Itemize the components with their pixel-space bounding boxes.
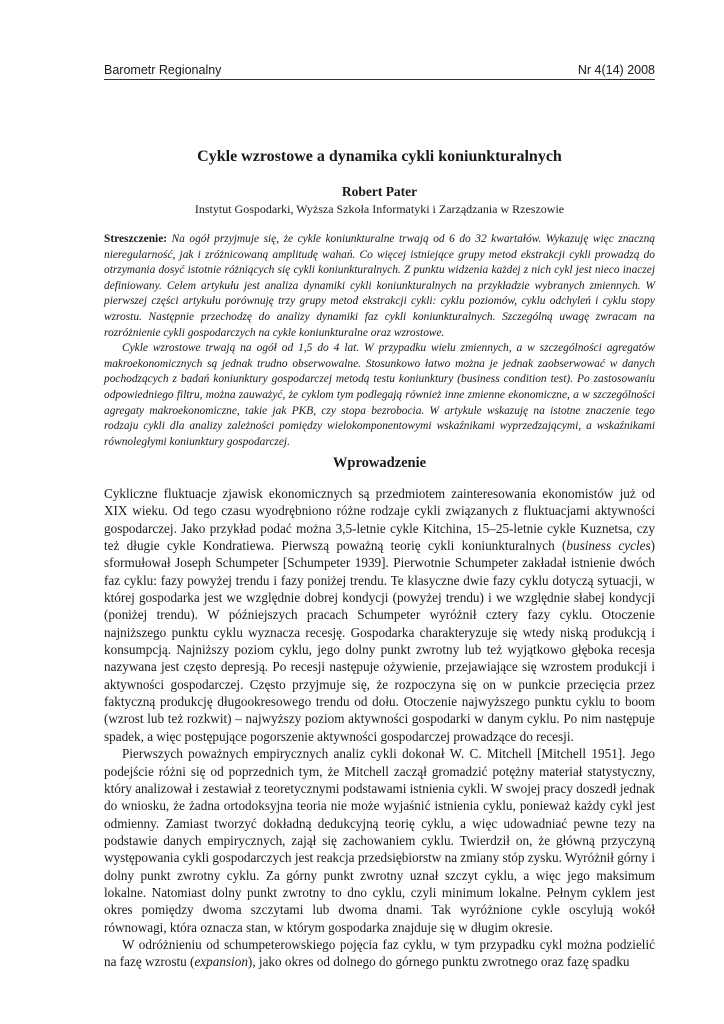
author-name: Robert Pater: [341, 184, 418, 199]
issue-number: Nr 4(14) 2008: [577, 63, 655, 77]
term-expansion: expansion: [194, 954, 248, 970]
abstract-text: Na ogół przyjmuje się, że cykle koniunkturalne trwają od 6 do 32 kwartałów. Wykazuję więc znaczną nieregularność, jak i zróżnicowaną amplitudę wahań. Co więcej istniejące grupy metod ekstrakcji cykli prowadzą do otrzymania dosyć istotnie różniących się cykli koniunkturalnych. Z punktu widzenia każdej z nich cykl jest nieco inaczej definiowany. Celem artykułu jest analiza dynamiki cykli koniunkturalnych na przykładzie wybranych zmiennych. W pierwszej części artykułu porównuję trzy grupy metod ekstrakcji cykli: cyklu poziomów, cyklu odchyleń i cyklu stopy wzrostu. Następnie przechodzę do analizy dynamiki faz cykli koniunkturalnych. Szczególną uwagę zwracam na rozróżnienie cykli gospodarczych na cykle koniunkturalne oraz wzrostowe.: [104, 233, 655, 339]
body-paragraph: W odróżnieniu od schumpeterowskiego pojęcia faz cyklu, w tym przypadku cykl można podzielić na fazę wzrostu (expansion), jako okres od dolnego do górnego punktu zwrotnego oraz fazę spadku: [104, 936, 655, 970]
body-text: [104, 485, 655, 971]
author-affiliation: Instytut Gospodarki, Wyższa Szkoła Informatyki i Zarządzania w Rzeszowie: [194, 202, 565, 216]
abstract-label: Streszczenie:: [104, 233, 168, 245]
abstract-paragraph: Cykle wzrostowe trwają na ogół od 1,5 do 4 lat. W przypadku wielu zmiennych, a w szczególności agregatów makroekonomicznych są jednak trudno obserwowalne. Stosunkowo łatwo można je jednak zaobserwować w danych pochodzących z badań koniunktury gospodarczej metodą testu koniunktury (business condition test). Po zastosowaniu odpowiedniego filtru, można zauważyć, że cyklom tym podlegają również inne zmienne ekonomiczne, a w szczególności agregaty makroekonomiczne, takie jak PKB, czy stopa bezrobocia. W artykule wskazuję na istotne znaczenie tego rodzaju cykli dla analizy zależności pomiędzy wielokomponentowymi wskaźnikami wyprzedzającymi, a wskaźnikami równoległymi koniunktury gospodarczej.: [104, 342, 655, 448]
abstract-paragraph: [104, 232, 655, 341]
running-header: [104, 63, 655, 80]
journal-name: Barometr Regionalny: [104, 63, 222, 77]
body-paragraph: Pierwszych poważnych empirycznych analiz cykli dokonał W. C. Mitchell [Mitchell 1951]. Jego podejście różni się od poprzednich tym, że Mitchell zaczął gromadzić potężny materiał statystyczny, który analizował i zestawiał z teoretycznymi podstawami istnienia cykli. W swojej pracy doszedł jednak do wniosku, że żadna ortodoksyjna teoria nie może wyjaśnić istnienia cyklu, ponieważ każdy cykl jest odmienny. Zamiast tworzyć dokładną dedukcyjną teorię cyklu, a więc udowadniać pewne tezy na podstawie danych empirycznych, zajął się zachowaniem cyklu. Twierdził on, że główną przyczyną występowania cykli gospodarczych jest reakcja przedsiębiorstw na zmiany stóp zysku. Wyróżnił górny i dolny punkt zwrotny cyklu. Za górny punkt zwrotny uznał szczyt cyklu, a więc jego maksimum lokalne. Natomiast dolny punkt zwrotny to dno cyklu, czyli minimum lokalne. Pełnym cyklem jest okres pomiędzy dwoma szczytami lub dwoma dnami. Tak wyróżnione cykle oscylują wokół równowagi, która oznacza stan, w którym gospodarka znajduje się w długim okresie.: [104, 746, 656, 935]
term-business-cycles: business cycles: [566, 538, 651, 554]
section-heading: Wprowadzenie: [332, 455, 427, 471]
abstract: [104, 232, 655, 450]
article-title: Cykle wzrostowe a dynamika cykli koniunkturalnych: [197, 148, 562, 165]
body-paragraph: Cykliczne fluktuacje zjawisk ekonomicznych są przedmiotem zainteresowania ekonomistów już od XIX wieku. Od tego czasu wyodrębniono różne rodzaje cykli związanych z fluktuacjami aktywności gospodarczej. Jako przykład podać można 3,5-letnie cykle Kitchina, 15–25-letnie cykle Kuznetsa, czy też długie cykle Kondratiewa. Pierwszą poważną teorię cykli koniunkturalnych (business cycles) sformułował Joseph Schumpeter [Schumpeter 1939]. Pierwotnie Schumpeter zakładał istnienie dwóch faz cyklu: fazy powyżej trendu i fazy poniżej trendu. Te klasyczne dwie fazy cyklu dotyczą sytuacji, w której gospodarka jest we względnie dobrej kondycji (powyżej trendu) i we względnie słabej kondycji (poniżej trendu). W późniejszych pracach Schumpeter wyróżnił cztery fazy cyklu. Otoczenie najniższego punktu cyklu wyznacza recesję. Gospodarka charakteryzuje się wtedy niską produkcją i konsumpcją. Najniższy poziom cyklu, jego dolny punkt zwrotny lub też wyjątkowo głęboka recesja nazywana jest często depresją. Po recesji następuje ożywienie, przejawiające się wzrostem produkcji i aktywności gospodarczej. Często przyjmuje się, że rozpoczyna się on w punkcie przecięcia przez faktyczną produkcję długookresowego trendu od dołu. Otoczenie najwyższego punktu cyklu to boom (wzrost lub też rozkwit) – najwyższy poziom aktywności gospodarki w danym cyklu. Po nim następuje spadek, a więc postępujące pogorszenie aktywności gospodarczej prowadzące do recesji.: [104, 486, 655, 744]
